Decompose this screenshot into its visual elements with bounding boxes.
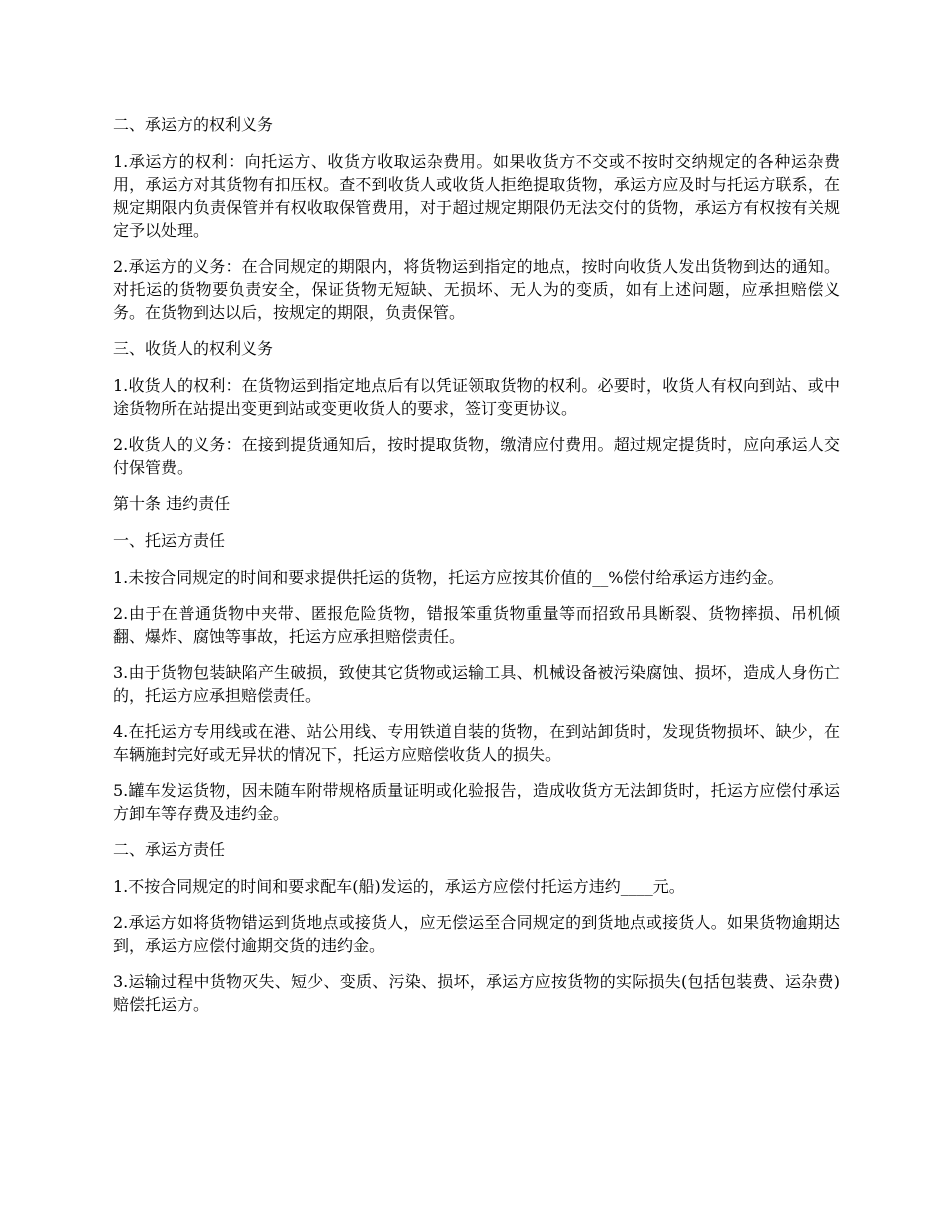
paragraph-consignee-rights: 1.收货人的权利：在货物运到指定地点后有以凭证领取货物的权利。必要时，收货人有权向到站、或中途货物所在站提出变更到站或变更收货人的要求，签订变更协议。 <box>113 376 840 418</box>
section-heading-consignee-rights: 三、收货人的权利义务 <box>113 339 274 358</box>
paragraph-carrier-liability-3: 3.运输过程中货物灭失、短少、变质、污染、损坏，承运方应按货物的实际损失(包括包装费、运杂费)赔偿托运方。 <box>113 972 840 1014</box>
paragraph-carrier-rights: 1.承运方的权利：向托运方、收货方收取运杂费用。如果收货方不交或不按时交纳规定的各种运杂费用，承运方对其货物有扣压权。查不到收货人或收货人拒绝提取货物，承运方应及时与托运方联系，在规定期限内负责保管并有权收取保管费用，对于超过规定期限仍无法交付的货物，承运方有权按有关规定予以处理。 <box>113 152 840 240</box>
paragraph-carrier-liability-1: 1.不按合同规定的时间和要求配车(船)发运的，承运方应偿付托运方违约____元。 <box>113 877 685 896</box>
paragraph-shipper-liability-5: 5.罐车发运货物，因未随车附带规格质量证明或化验报告，造成收货方无法卸货时，托运方应偿付承运方卸车等存费及违约金。 <box>113 781 840 823</box>
article-heading-liability: 第十条 违约责任 <box>113 494 231 513</box>
paragraph-shipper-liability-1: 1.未按合同规定的时间和要求提供托运的货物，托运方应按其价值的__%偿付给承运方违约金。 <box>113 568 784 587</box>
section-heading-shipper-liability: 一、托运方责任 <box>113 531 226 550</box>
paragraph-shipper-liability-3: 3.由于货物包装缺陷产生破损，致使其它货物或运输工具、机械设备被污染腐蚀、损坏，造成人身伤亡的，托运方应承担赔偿责任。 <box>113 663 840 705</box>
paragraph-consignee-obligations: 2.收货人的义务：在接到提货通知后，按时提取货物，缴清应付费用。超过规定提货时，应向承运人交付保管费。 <box>113 435 840 477</box>
paragraph-carrier-liability-2: 2.承运方如将货物错运到货地点或接货人，应无偿运至合同规定的到货地点或接货人。如果货物逾期达到，承运方应偿付逾期交货的违约金。 <box>113 913 840 955</box>
paragraph-shipper-liability-4: 4.在托运方专用线或在港、站公用线、专用铁道自装的货物，在到站卸货时，发现货物损坏、缺少，在车辆施封完好或无异状的情况下，托运方应赔偿收货人的损失。 <box>113 722 840 764</box>
section-heading-carrier-rights: 二、承运方的权利义务 <box>113 115 274 134</box>
paragraph-carrier-obligations: 2.承运方的义务：在合同规定的期限内，将货物运到指定的地点，按时向收货人发出货物到达的通知。对托运的货物要负责安全，保证货物无短缺、无损坏、无人为的变质，如有上述问题，应承担赔偿义务。在货物到达以后，按规定的期限，负责保管。 <box>113 257 840 322</box>
paragraph-shipper-liability-2: 2.由于在普通货物中夹带、匿报危险货物，错报笨重货物重量等而招致吊具断裂、货物摔损、吊机倾翻、爆炸、腐蚀等事故，托运方应承担赔偿责任。 <box>113 604 840 646</box>
section-heading-carrier-liability: 二、承运方责任 <box>113 840 226 859</box>
